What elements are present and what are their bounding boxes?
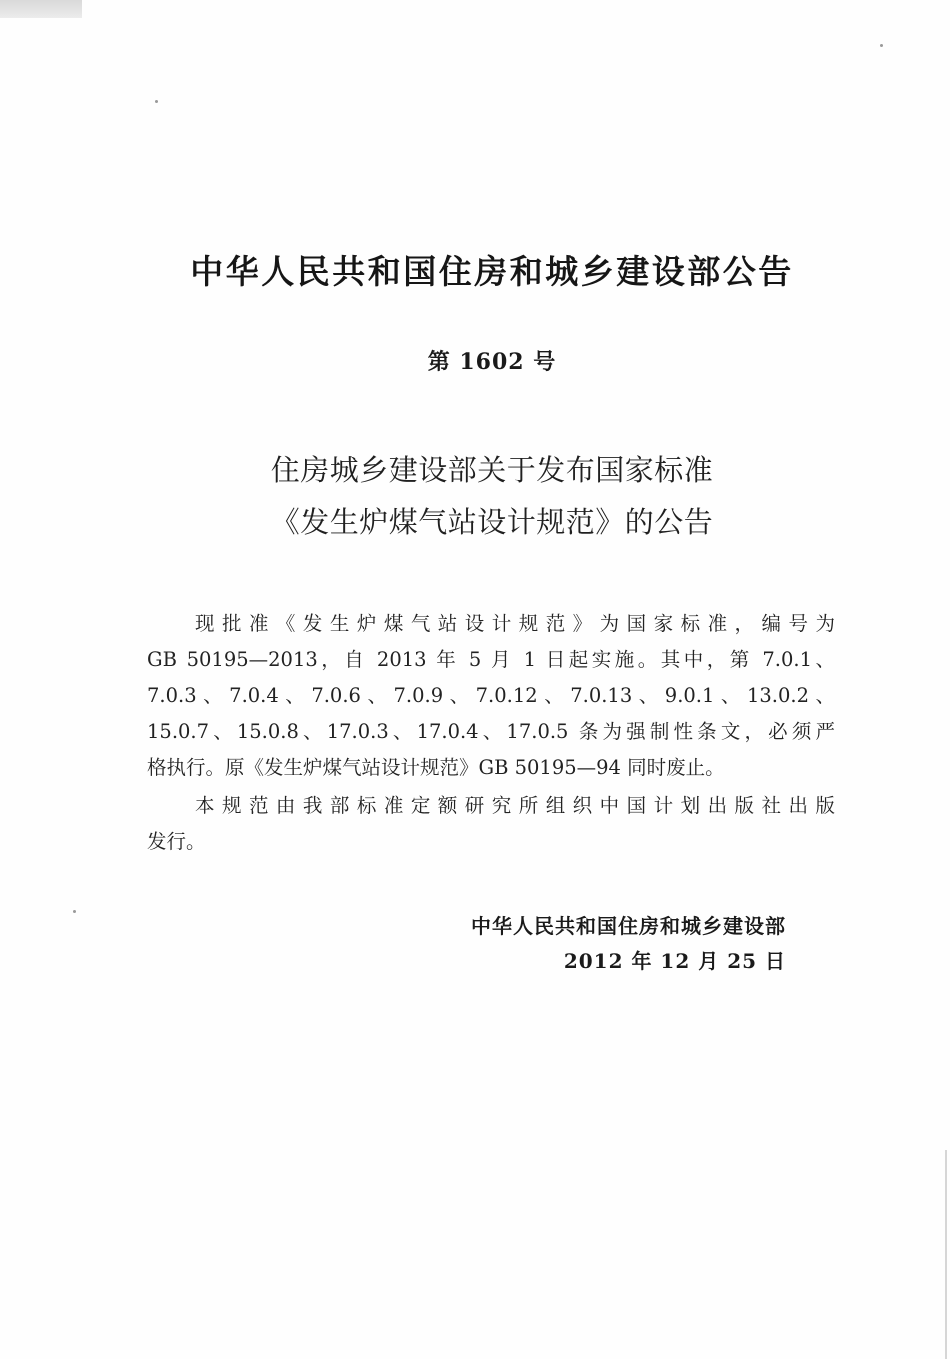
announcement-issuer-title: 中华人民共和国住房和城乡建设部公告 (190, 252, 794, 291)
announcement-subject-line-1: 住房城乡建设部关于发布国家标准 (270, 453, 714, 487)
body-paragraph-2-line: 发行。 (147, 830, 206, 853)
signature-organization: 中华人民共和国住房和城乡建设部 (471, 914, 786, 938)
scan-edge-line (945, 1150, 947, 1359)
body-paragraph-1-line: 15.0.7、15.0.8、17.0.3、17.0.4、17.0.5 条为强制性条文，必须严 (147, 720, 835, 743)
scan-speck (880, 44, 883, 47)
signature-date: 2012 年 12 月 25 日 (563, 949, 786, 973)
announcement-number: 第 1602 号 (427, 349, 557, 375)
body-paragraph-1-line: 现批准《发生炉煤气站设计规范》为国家标准，编号为 (195, 612, 835, 635)
body-paragraph-1-line: GB 50195—2013，自 2013 年 5 月 1 日起实施。其中，第 7.0.1、 (147, 648, 835, 671)
announcement-subject-line-2: 《发生炉煤气站设计规范》的公告 (270, 505, 714, 539)
scan-speck (155, 100, 158, 103)
body-paragraph-1-line: 格执行。原《发生炉煤气站设计规范》GB 50195—94 同时废止。 (147, 756, 725, 779)
body-paragraph-1-line: 7.0.3、7.0.4、7.0.6、7.0.9、7.0.12、7.0.13、9.0.1、13.0.2、 (147, 684, 835, 707)
scan-speck (73, 910, 76, 913)
scan-corner-mark (0, 0, 82, 18)
body-paragraph-2-line: 本规范由我部标准定额研究所组织中国计划出版社出版 (195, 794, 835, 817)
